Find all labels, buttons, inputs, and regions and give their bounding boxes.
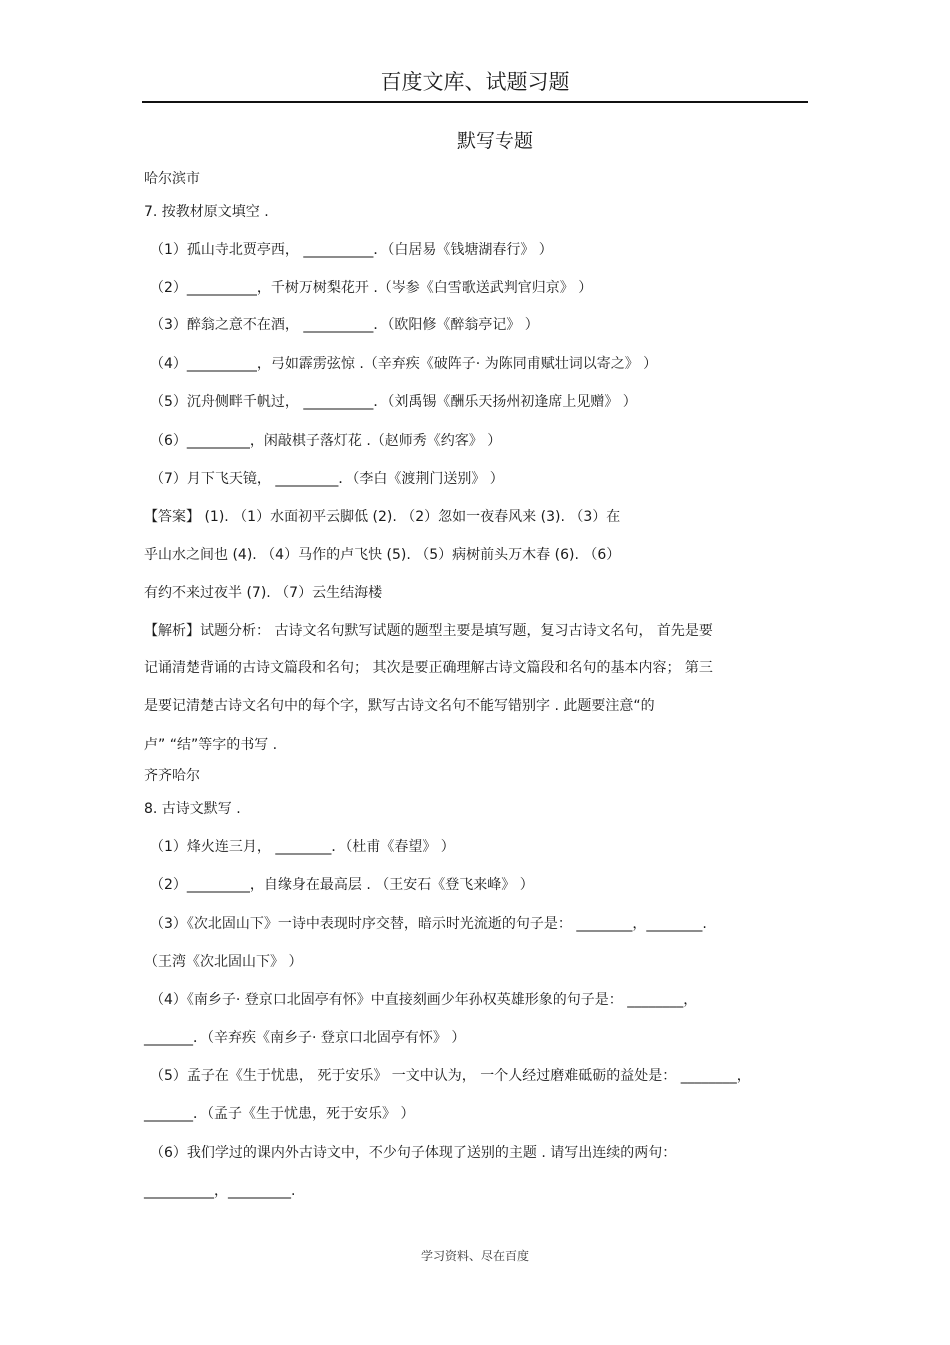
question-item: （5）沉舟侧畔千帆过， __________．（刘禹锡《酬乐天扬州初逢席上见赠》 ） [150, 394, 637, 410]
question-item: __________，_________. [144, 1183, 296, 1199]
question-item: （王湾《次北固山下》 ） [144, 954, 303, 970]
answer-line: 【答案】 (1). （1）水面初平云脚低 (2). （2）忽如一夜春风来 (3). （3）在 [144, 509, 621, 525]
analysis-line: 是要记清楚古诗文名句中的每个字，默写古诗文名句不能写错别字 . 此题要注意“的 [144, 698, 655, 714]
page-footer: 学习资料、尽在百度 [420, 1249, 529, 1263]
question-item: （4）《南乡子· 登京口北固亭有怀》中直接刻画少年孙权英雄形象的句子是： ________， [150, 992, 698, 1008]
question-item: （3）醉翁之意不在酒， __________．（欧阳修《醉翁亭记》 ） [150, 317, 539, 333]
answer-line: 有约不来过夜半 (7). （7）云生结海楼 [144, 585, 383, 601]
analysis-line: 【解析】试题分析： 古诗文名句默写试题的题型主要是填写题，复习古诗文名句， 首先是要 [144, 623, 713, 639]
question-item: （5）孟子在《生于忧患， 死于安乐》 一文中认为， 一个人经过磨难砥砺的益处是： ________， [150, 1068, 751, 1084]
question-item: （6）我们学过的课内外古诗文中，不少句子体现了送别的主题 . 请写出连续的两句： [150, 1145, 677, 1161]
region-label: 齐齐哈尔 [144, 768, 200, 784]
header-title: 百度文库、试题习题 [380, 70, 570, 94]
question-stem: 8. 古诗文默写 . [144, 801, 241, 817]
question-item: （2）__________，千树万树梨花开 .（岑参《白雪歌送武判官归京》 ） [150, 280, 593, 296]
question-item: _______．（辛弃疾《南乡子· 登京口北固亭有怀》 ） [144, 1030, 466, 1046]
region-label: 哈尔滨市 [144, 171, 200, 187]
question-item: （4）__________，弓如霹雳弦惊 .（辛弃疾《破阵子· 为陈同甫赋壮词以寄之》 ） [150, 356, 658, 372]
question-item: （1）烽火连三月， ________．（杜甫《春望》 ） [150, 839, 455, 855]
question-item: （2）_________，自缘身在最高层 . （王安石《登飞来峰》 ） [150, 877, 534, 893]
analysis-line: 卢” “结”等字的书写 . [144, 737, 278, 753]
analysis-line: 记诵清楚背诵的古诗文篇段和名句； 其次是要正确理解古诗文篇段和名句的基本内容； 第三 [144, 660, 713, 676]
question-item: _______．（孟子《生于忧患，死于安乐》 ） [144, 1106, 415, 1122]
header-rule [142, 101, 808, 103]
question-item: （7）月下飞天镜， _________．（李白《渡荆门送别》 ） [150, 471, 504, 487]
doc-title: 默写专题 [456, 130, 533, 152]
question-stem: 7. 按教材原文填空 . [144, 204, 269, 220]
question-item: （1）孤山寺北贾亭西， __________．（白居易《钱塘湖春行》 ） [150, 242, 553, 258]
question-item: （6）_________，闲敲棋子落灯花 .（赵师秀《约客》 ） [150, 433, 502, 449]
question-item: （3）《次北固山下》一诗中表现时序交替，暗示时光流逝的句子是： ________，________. [150, 916, 707, 932]
answer-line: 乎山水之间也 (4). （4）马作的卢飞快 (5). （5）病树前头万木春 (6). （6） [144, 547, 621, 563]
